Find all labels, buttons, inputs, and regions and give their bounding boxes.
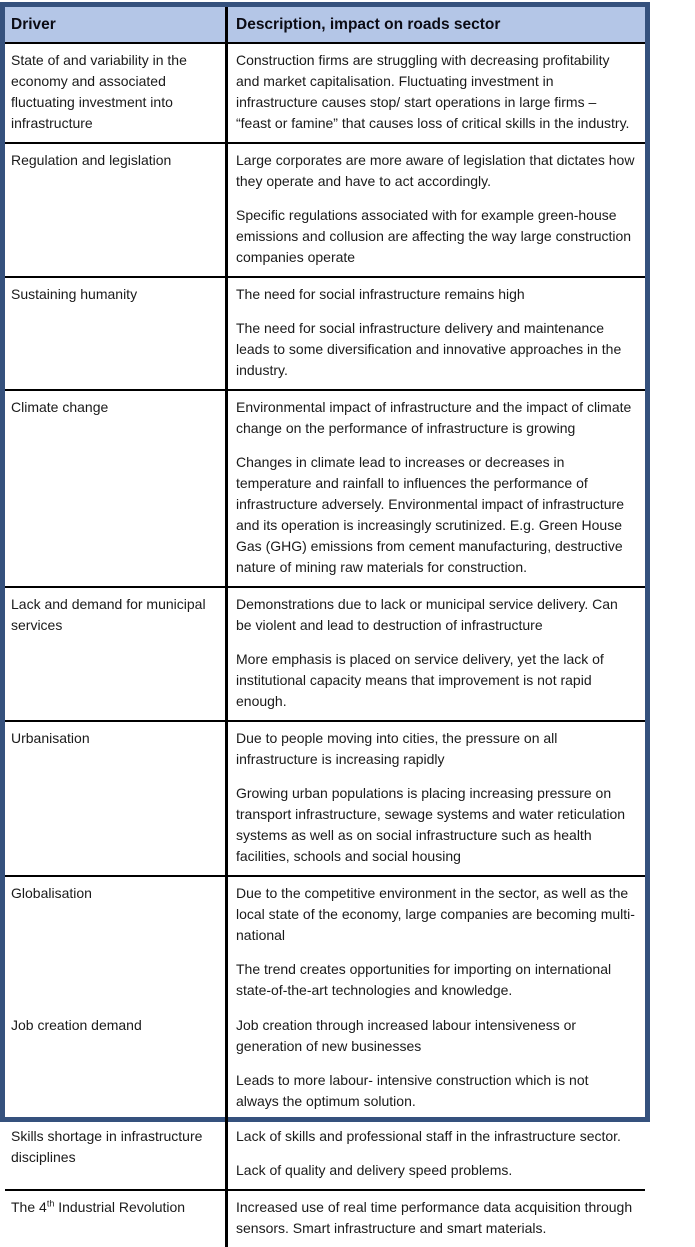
description-paragraph: The need for social infrastructure remains high (236, 286, 525, 302)
table-row (5, 877, 645, 1009)
table-row (5, 588, 645, 722)
header-driver (5, 7, 228, 42)
description-cell (228, 1191, 645, 1247)
driver-label: Sustaining humanity (11, 286, 138, 302)
table-body (5, 44, 645, 1247)
driver-label: Regulation and legislation (11, 152, 172, 168)
description-paragraph: Increased use of real time performance data acquisition through sensors. Smart infrastructure and smart materials. (236, 1199, 633, 1236)
table-row (5, 44, 645, 144)
description-paragraph: Specific regulations associated with for example green-house emissions and collusion are affecting the way large construction companies operate (236, 207, 632, 265)
description-paragraph: Large corporates are more aware of legislation that dictates how they operate and have to act accordingly. (236, 152, 635, 189)
driver-label: Lack and demand for municipal services (11, 596, 206, 633)
driver-cell (5, 1009, 228, 1120)
header-description-label: Description, impact on roads sector (236, 16, 501, 33)
description-cell (228, 1009, 645, 1120)
driver-cell (5, 1191, 228, 1247)
description-paragraph: The need for social infrastructure delivery and maintenance leads to some diversification and innovative approaches in the industry. (236, 320, 622, 378)
driver-cell (5, 44, 228, 142)
driver-label: Skills shortage in infrastructure disciplines (11, 1128, 203, 1165)
table-row (5, 1009, 645, 1120)
description-paragraph: The trend creates opportunities for importing on international state-of-the-art technologies and knowledge. (236, 961, 612, 998)
table-row (5, 1120, 645, 1191)
description-cell (228, 278, 645, 389)
description-paragraph: Due to people moving into cities, the pressure on all infrastructure is increasing rapidly (236, 730, 558, 767)
driver-label: Job creation demand (11, 1017, 142, 1033)
table-row (5, 722, 645, 877)
driver-cell (5, 1120, 228, 1189)
description-paragraph: Environmental impact of infrastructure and the impact of climate change on the performance of infrastructure is growing (236, 399, 632, 436)
driver-cell (5, 722, 228, 875)
description-paragraph: Growing urban populations is placing increasing pressure on transport infrastructure, sewage systems and water reticulation systems as well as on social infrastructure such as health facilities, schools and social housing (236, 785, 626, 864)
description-paragraph: Lack of skills and professional staff in the infrastructure sector. (236, 1128, 621, 1144)
driver-cell (5, 588, 228, 720)
description-paragraph: Due to the competitive environment in the sector, as well as the local state of the economy, large companies are becoming multi-national (236, 885, 635, 943)
driver-cell (5, 278, 228, 389)
driver-label: The 4th Industrial Revolution (11, 1198, 186, 1215)
header-driver-label: Driver (11, 16, 56, 33)
description-cell (228, 1120, 645, 1189)
description-cell (228, 44, 645, 142)
table-row (5, 391, 645, 588)
description-paragraph: More emphasis is placed on service delivery, yet the lack of institutional capacity means that improvement is not rapid enough. (236, 651, 604, 709)
description-cell (228, 144, 645, 276)
description-paragraph: Job creation through increased labour intensiveness or generation of new businesses (236, 1017, 577, 1054)
table-row (5, 1191, 645, 1247)
table-header-row (5, 7, 645, 44)
superscript: th (46, 1198, 55, 1209)
description-paragraph: Demonstrations due to lack or municipal service delivery. Can be violent and lead to destruction of infrastructure (236, 596, 618, 633)
driver-cell (5, 877, 228, 1009)
drivers-table (0, 2, 650, 1236)
driver-label: State of and variability in the economy and associated fluctuating investment into infrastructure (11, 52, 187, 131)
description-cell (228, 391, 645, 586)
description-paragraph: Construction firms are struggling with decreasing profitability and market capitalisation. Fluctuating investment in infrastructure causes stop/ start operations in large firms – “feast or famine” that causes loss of critical skills in the industry. (236, 52, 630, 131)
description-cell (228, 877, 645, 1009)
description-paragraph: Changes in climate lead to increases or decreases in temperature and rainfall to influences the performance of infrastructure adversely. Environmental impact of infrastructure and its operation is increasingly scrutinized. E.g. Green House Gas (GHG) emissions from cement manufacturing, destructive nature of mining raw materials for construction. (236, 454, 625, 575)
table-row (5, 144, 645, 278)
driver-label: Climate change (11, 399, 109, 415)
driver-cell (5, 391, 228, 586)
driver-cell (5, 144, 228, 276)
description-cell (228, 722, 645, 875)
description-cell (228, 588, 645, 720)
description-paragraph: Lack of quality and delivery speed problems. (236, 1162, 513, 1178)
description-paragraph: Leads to more labour- intensive construction which is not always the optimum solution. (236, 1072, 589, 1109)
header-description (228, 7, 645, 42)
driver-label: Urbanisation (11, 730, 90, 746)
table-row (5, 278, 645, 391)
driver-label: Globalisation (11, 885, 92, 901)
